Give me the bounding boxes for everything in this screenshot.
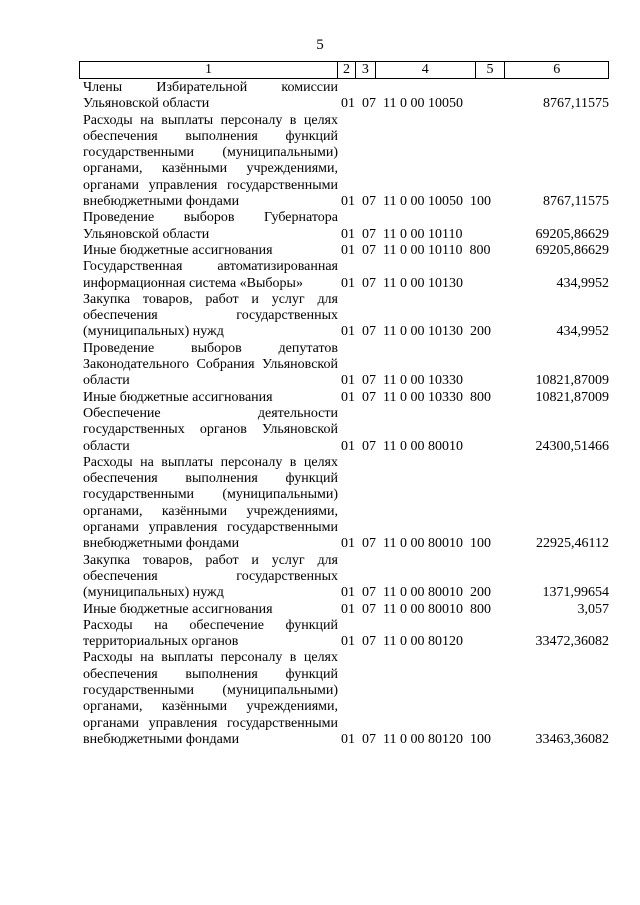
row-amount: 33463,36082 bbox=[535, 731, 609, 747]
row-amount: 10821,87009 bbox=[535, 373, 609, 389]
row-name: Иные бюджетные ассигнования bbox=[83, 242, 273, 258]
header-col-2: 2 bbox=[338, 62, 356, 78]
row-code: 01 07 11 0 00 10130 bbox=[341, 275, 463, 291]
row-code: 01 07 11 0 00 80120 100 bbox=[341, 731, 491, 747]
table-row bbox=[79, 406, 609, 455]
row-amount: 24300,51466 bbox=[535, 438, 609, 454]
row-code: 01 07 11 0 00 10110 800 bbox=[341, 242, 491, 258]
row-name: Расходы на выплаты персоналу в целях обеспечения выполнения функций государственными (муниципальными) органами, казёнными учреждениями, органами управления государственными внебюджетными фондами bbox=[83, 112, 338, 210]
row-name: Расходы на обеспечение функций территориальных органов bbox=[83, 617, 338, 650]
row-amount: 10821,87009 bbox=[535, 389, 609, 405]
table-row bbox=[79, 390, 609, 406]
row-name: Члены Избирательной комиссии Ульяновской области bbox=[83, 80, 338, 112]
table-row bbox=[79, 455, 609, 553]
row-name: Государственная автоматизированная информационная система «Выборы» bbox=[83, 259, 338, 291]
table-row bbox=[79, 259, 609, 292]
row-amount: 8767,11575 bbox=[543, 194, 609, 210]
header-col-3: 3 bbox=[356, 62, 376, 78]
row-name: Проведение выборов депутатов Законодательного Собрания Ульяновской области bbox=[83, 340, 338, 389]
row-code: 01 07 11 0 00 10330 800 bbox=[341, 389, 491, 405]
row-code: 01 07 11 0 00 80010 200 bbox=[341, 585, 491, 601]
row-code: 01 07 11 0 00 10130 200 bbox=[341, 324, 491, 340]
row-code: 01 07 11 0 00 80120 bbox=[341, 634, 463, 650]
header-col-4: 4 bbox=[376, 62, 476, 78]
row-amount: 434,9952 bbox=[556, 275, 609, 291]
row-name: Расходы на выплаты персоналу в целях обеспечения выполнения функций государственными (муниципальными) органами, казёнными учреждениями, органами управления государственными внебюджетными фондами bbox=[83, 650, 338, 747]
page-number: 5 bbox=[316, 37, 324, 53]
table-row bbox=[79, 618, 609, 651]
table-row bbox=[79, 210, 609, 243]
row-amount: 69205,86629 bbox=[535, 226, 609, 242]
row-amount: 22925,46112 bbox=[536, 536, 609, 552]
header-col-5: 5 bbox=[476, 62, 506, 78]
row-name: Иные бюджетные ассигнования bbox=[83, 389, 273, 405]
row-amount: 33472,36082 bbox=[535, 634, 609, 650]
row-code: 01 07 11 0 00 10110 bbox=[341, 226, 463, 242]
header-col-6: 6 bbox=[553, 62, 561, 77]
row-name: Расходы на выплаты персоналу в целях обеспечения выполнения функций государственными (муниципальными) органами, казёнными учреждениями, органами управления государственными внебюджетными фондами bbox=[83, 454, 338, 552]
budget-table-body bbox=[79, 80, 609, 748]
row-amount: 3,057 bbox=[577, 601, 609, 617]
row-amount: 434,9952 bbox=[556, 324, 609, 340]
row-code: 01 07 11 0 00 80010 100 bbox=[341, 536, 491, 552]
table-row bbox=[79, 113, 609, 211]
table-header bbox=[79, 61, 609, 79]
row-amount: 8767,11575 bbox=[543, 96, 609, 112]
row-amount: 1371,99654 bbox=[542, 585, 609, 601]
row-amount: 69205,86629 bbox=[535, 242, 609, 258]
table-row bbox=[79, 292, 609, 341]
table-row bbox=[79, 341, 609, 390]
row-code: 01 07 11 0 00 10330 bbox=[341, 373, 463, 389]
table-row bbox=[79, 650, 609, 748]
table-row bbox=[79, 80, 609, 113]
row-name: Закупка товаров, работ и услуг для обеспечения государственных (муниципальных) нужд bbox=[83, 552, 338, 601]
table-row bbox=[79, 553, 609, 602]
row-name: Закупка товаров, работ и услуг для обеспечения государственных (муниципальных) нужд bbox=[83, 291, 338, 340]
row-code: 01 07 11 0 00 10050 bbox=[341, 96, 463, 112]
header-col-1: 1 bbox=[80, 62, 338, 78]
row-code: 01 07 11 0 00 80010 bbox=[341, 438, 463, 454]
table-row bbox=[79, 243, 609, 259]
table-row bbox=[79, 602, 609, 618]
row-name: Проведение выборов Губернатора Ульяновской области bbox=[83, 210, 338, 242]
row-name: Обеспечение деятельности государственных органов Ульяновской области bbox=[83, 405, 338, 454]
row-name: Иные бюджетные ассигнования bbox=[83, 601, 273, 617]
row-code: 01 07 11 0 00 80010 800 bbox=[341, 601, 491, 617]
row-code: 01 07 11 0 00 10050 100 bbox=[341, 194, 491, 210]
